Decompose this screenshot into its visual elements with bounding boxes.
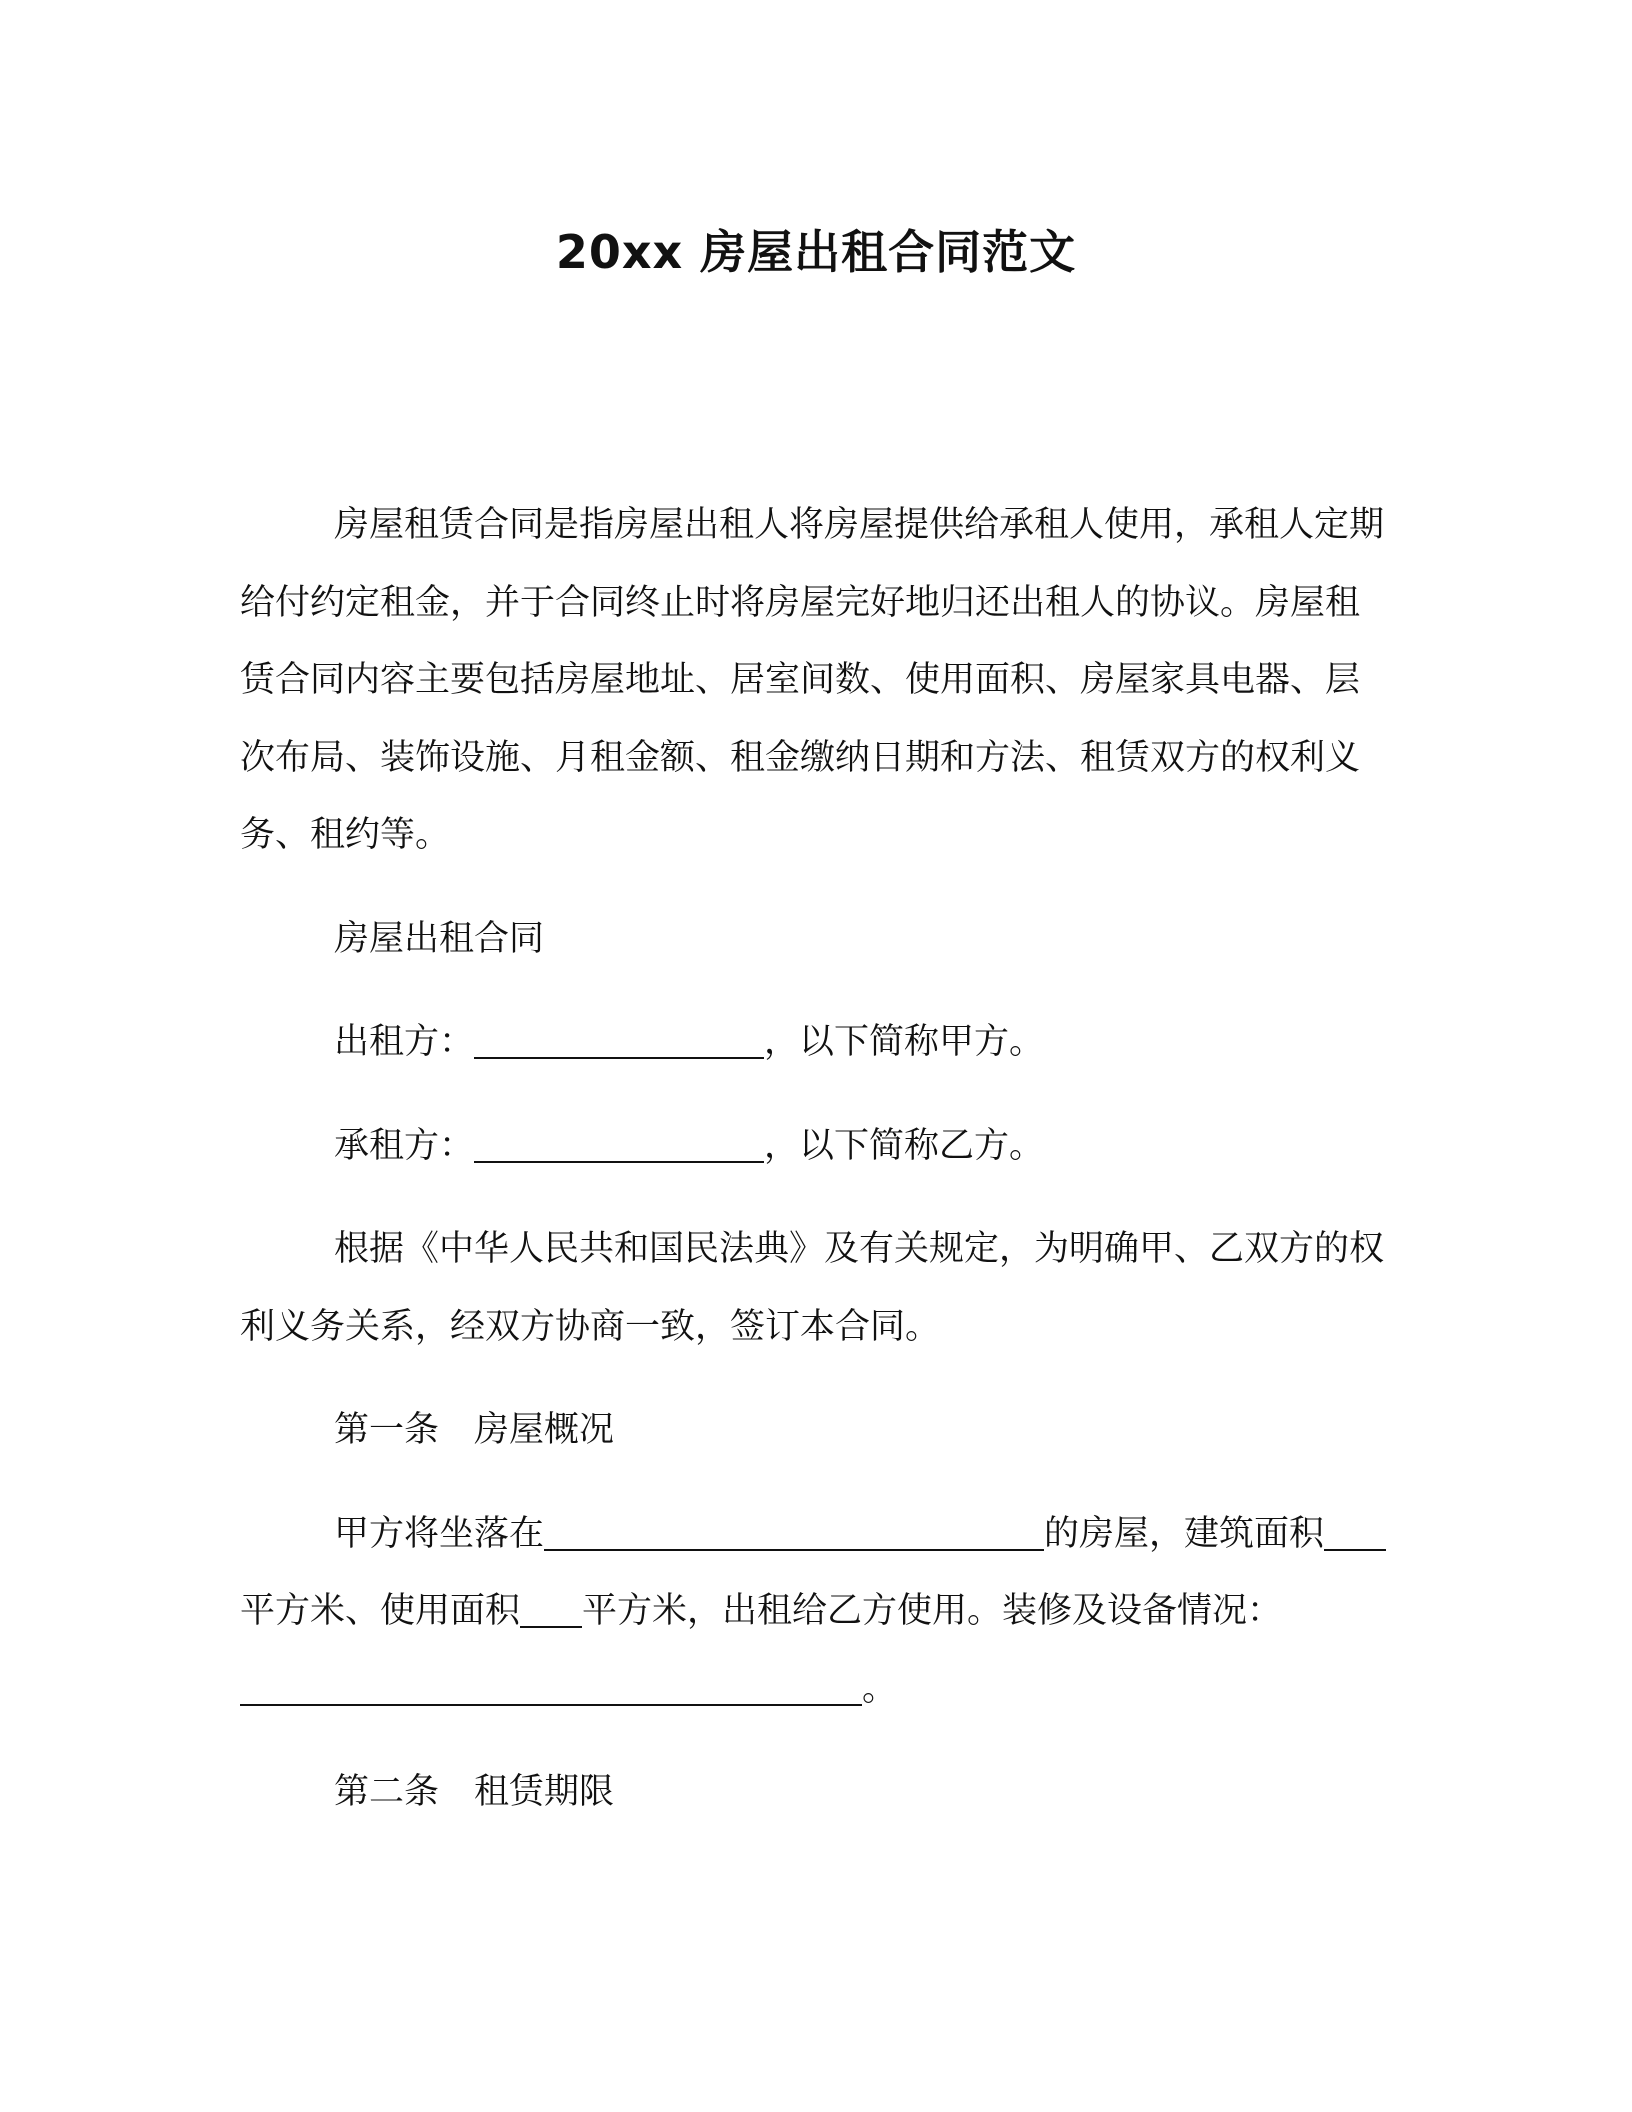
paragraph-spacer (240, 1185, 1390, 1211)
document-body (240, 487, 1390, 1832)
lessor-blank (474, 1022, 764, 1059)
intro-paragraph: 房屋租赁合同是指房屋出租人将房屋提供给承租人使用，承租人定期给付约定租金，并于合同终止时将房屋完好地归还出租人的协议。房屋租赁合同内容主要包括房屋地址、居室间数、使用面积、房屋家具电器、层次布局、装饰设施、月租金额、租金缴纳日期和方法、租赁双方的权利义务、租约等。 (240, 505, 1385, 855)
lessor-label: 出租方： (334, 1022, 475, 1062)
article1-paragraph (240, 1496, 1390, 1729)
basis-paragraph: 根据《中华人民共和国民法典》及有关规定，为明确甲、乙双方的权利义务关系，经双方协商一致，签订本合同。 (240, 1229, 1385, 1347)
lessee-suffix: ，以下简称乙方。 (764, 1125, 1045, 1166)
usable-area-blank (520, 1591, 582, 1628)
location-blank (544, 1514, 1044, 1551)
contract-heading: 房屋出租合同 (334, 918, 545, 959)
paragraph-spacer (240, 1366, 1390, 1392)
paragraph-spacer (240, 1082, 1390, 1108)
article1-text-usable: 平方米、使用面积 (240, 1591, 521, 1631)
article1-text-equipment: 平方米，出租给乙方使用。装修及设备情况： (582, 1591, 1283, 1631)
article1-text-end: 。 (862, 1668, 898, 1709)
lessor-line (240, 1004, 1390, 1082)
article1-text-location: 甲方将坐落在 (334, 1513, 545, 1554)
article1-heading: 第一条 房屋概况 (334, 1410, 615, 1450)
article1-text-area: 的房屋，建筑面积 (1044, 1513, 1325, 1554)
equipment-blank (240, 1669, 862, 1706)
lessee-blank (474, 1126, 764, 1163)
building-area-blank (1324, 1514, 1386, 1551)
paragraph-spacer (240, 1728, 1390, 1754)
paragraph-spacer (240, 875, 1390, 901)
paragraph-spacer (240, 1470, 1390, 1496)
document-title: 20xx 房屋出租合同范文 (555, 225, 1077, 279)
lessee-line (240, 1108, 1390, 1186)
article2-heading: 第二条 租赁期限 (334, 1772, 615, 1812)
lessor-suffix: ，以下简称甲方。 (764, 1022, 1045, 1062)
paragraph-spacer (240, 978, 1390, 1004)
lessee-label: 承租方： (334, 1125, 475, 1166)
